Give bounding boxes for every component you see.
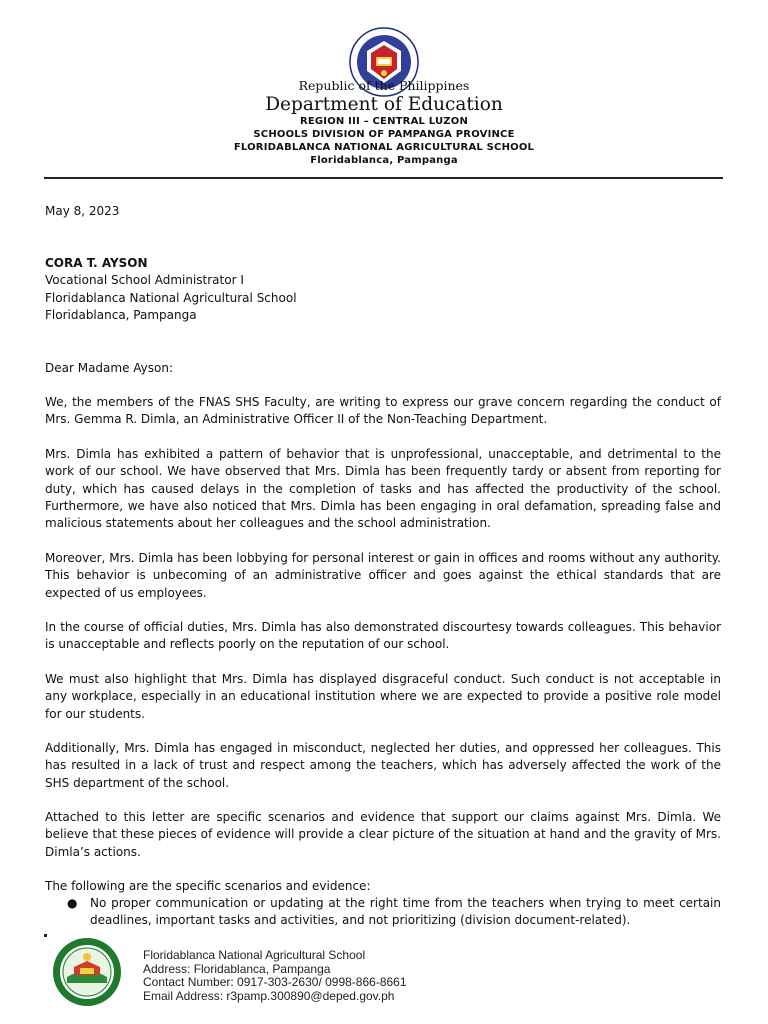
region-line: REGION III – CENTRAL LUZON [299, 116, 469, 127]
republic-heading: Republic of the Philippines [298, 78, 470, 93]
paragraph [45, 878, 721, 895]
stray-mark [44, 934, 47, 937]
recipient-school: Floridablanca National Agricultural School [45, 290, 297, 305]
paragraph-text: In the course of official duties, Mrs. Dimla has also demonstrated discourtesy towards colleagues. This behavior is unacceptable and reflects poorly on the reputation of our school. [45, 620, 721, 652]
paragraph [45, 809, 721, 861]
paragraph-text: Additionally, Mrs. Dimla has engaged in misconduct, neglected her duties, and oppressed her colleagues. This has resulted in a lack of trust and respect among the teachers, which has adversely affected the work of the SHS department of the school. [45, 741, 721, 790]
footer-contact [143, 949, 407, 1003]
paragraph [45, 446, 721, 532]
school-logo-icon [52, 937, 122, 1007]
paragraph-text: We must also highlight that Mrs. Dimla has displayed disgraceful conduct. Such conduct is not acceptable in any workplace, especially in an educational institution where we are expected to provide a positive role model for our students. [45, 672, 721, 721]
letter-date: May 8, 2023 [45, 204, 120, 218]
recipient-name: CORA T. AYSON [45, 256, 148, 270]
location-line: Floridablanca, Pampanga [310, 155, 458, 166]
paragraph [45, 740, 721, 792]
footer-school: Floridablanca National Agricultural School [143, 948, 366, 962]
paragraph-text: The following are the specific scenarios and evidence: [45, 879, 371, 893]
recipient-title: Vocational School Administrator I [45, 273, 244, 288]
paragraph [45, 550, 721, 602]
paragraph-text: Mrs. Dimla has exhibited a pattern of behavior that is unprofessional, unacceptable, and detrimental to the work of our school. We have observed that Mrs. Dimla has been frequently tardy or absent from reporting for duty, which has caused delays in the completion of tasks and has affected the productivity of the school. Furthermore, we have also noticed that Mrs. Dimla has been engaging in oral defamation, spreading false and malicious statements about her colleagues and the school administration. [45, 447, 721, 531]
paragraph [45, 671, 721, 723]
footer-address: Address: Floridablanca, Pampanga [143, 961, 331, 976]
paragraph-text: Attached to this letter are specific scenarios and evidence that support our claims against Mrs. Dimla. We believe that these pieces of evidence will provide a clear picture of the situation at hand and the gravity of Mrs. Dimla’s actions. [45, 810, 721, 859]
bullet-text: No proper communication or updating at the right time from the teachers when trying to meet certain deadlines, important tasks and activities, and not prioritizing (division document-related). [90, 896, 721, 928]
paragraph-text: We, the members of the FNAS SHS Faculty, are writing to express our grave concern regarding the conduct of Mrs. Gemma R. Dimla, an Administrative Officer II of the Non-Teaching Department. [45, 395, 721, 427]
header-divider [44, 177, 723, 179]
paragraph [45, 619, 721, 654]
recipient-location: Floridablanca, Pampanga [45, 307, 197, 322]
department-heading: Department of Education [265, 94, 503, 115]
recipient-block [45, 255, 721, 324]
school-line: FLORIDABLANCA NATIONAL AGRICULTURAL SCHOOL [233, 142, 535, 153]
bullet-icon: ● [67, 896, 78, 910]
division-line: SCHOOLS DIVISION OF PAMPANGA PROVINCE [253, 129, 515, 140]
paragraph [45, 394, 721, 429]
footer-email: Email Address: r3pamp.300890@deped.gov.ph [143, 988, 395, 1003]
salutation: Dear Madame Ayson: [45, 361, 174, 375]
paragraph-text: Moreover, Mrs. Dimla has been lobbying for personal interest or gain in offices and rooms without any authority. This behavior is unbecoming of an administrative officer and goes against the ethical standards that are expected of us employees. [45, 551, 721, 600]
footer-contact-number: Contact Number: 0917-303-2630/ 0998-866-8661 [143, 975, 407, 990]
